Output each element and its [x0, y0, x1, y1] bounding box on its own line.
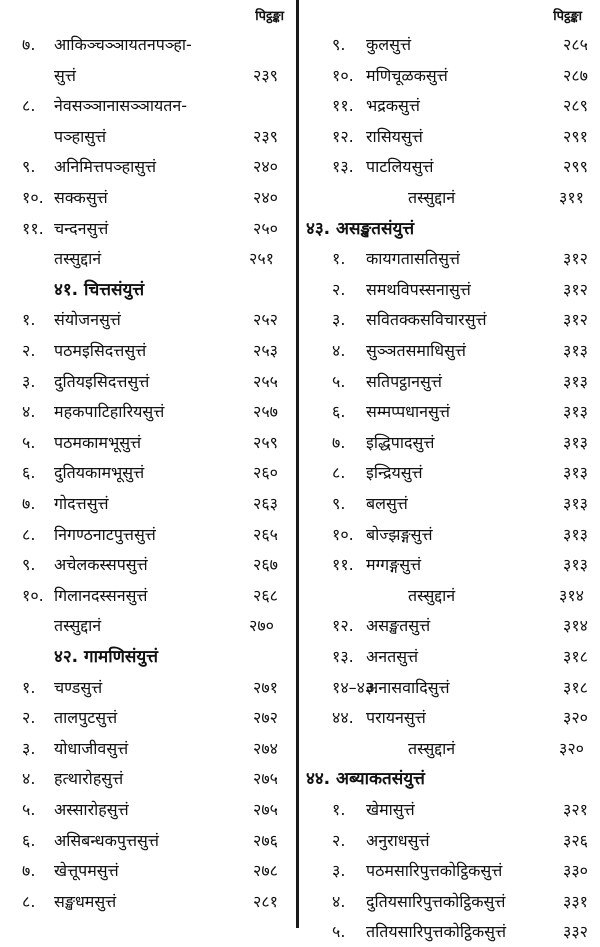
page-number: ३१३ [563, 463, 588, 483]
entry-title: संयोजनसुत्तं [54, 310, 121, 330]
toc-entry [0, 367, 278, 397]
toc-entry [300, 428, 588, 458]
entry-title: तालपुटसुत्तं [54, 708, 118, 728]
entry-title: पठमकामभूसुत्तं [54, 432, 142, 452]
entry-number: ५. [332, 371, 346, 391]
page-number: ३१८ [563, 647, 588, 666]
toc-entry [0, 152, 278, 182]
entry-title: अस्सारोहसुत्तं [54, 800, 129, 819]
toc-entry [0, 581, 278, 611]
entry-title: तस्सुद्दानं [54, 249, 102, 269]
page-number: ३१२ [563, 310, 588, 330]
page-number: ३२६ [563, 830, 588, 850]
toc-entry [0, 122, 278, 152]
entry-title: कुलसुत्तं [366, 35, 412, 54]
page-number: २५२ [253, 310, 278, 330]
entry-title: चण्डसुत्तं [54, 677, 103, 697]
toc-entry [0, 887, 278, 917]
entry-number: ८. [332, 463, 346, 483]
toc-entry [0, 428, 278, 458]
toc-entry [0, 550, 278, 580]
entry-number: ९. [22, 157, 36, 177]
page-number: ३११ [559, 188, 584, 207]
toc-entry [300, 703, 588, 733]
entry-title: गिलानदस्सनसुत्तं [54, 585, 148, 605]
toc-entry [0, 244, 278, 274]
entry-number: ६. [22, 463, 36, 483]
page-number: २८५ [563, 35, 588, 54]
entry-number: ८. [22, 524, 36, 544]
entry-title: सुत्तं [54, 65, 76, 85]
entry-title: सक्कसुत्तं [54, 188, 108, 207]
entry-number: २. [22, 341, 36, 360]
toc-entry [300, 550, 588, 580]
page-number: २४० [253, 157, 278, 177]
entry-number: ७. [332, 432, 346, 452]
entry-number: ४. [22, 402, 36, 422]
entry-title: मणिचूळकसुत्तं [366, 65, 448, 85]
toc-entry [300, 917, 588, 947]
page-number: २४० [253, 188, 278, 207]
entry-title: तस्सुद्दानं [408, 738, 456, 758]
entry-number: ९. [332, 35, 346, 54]
entry-number: २. [22, 708, 36, 728]
page-number: २७५ [253, 769, 278, 789]
entry-title: दुतियसारिपुत्तकोट्ठिकसुत्तं [366, 891, 506, 911]
toc-entry [300, 642, 588, 672]
entry-title: असिबन्धकपुत्तसुत्तं [54, 830, 159, 850]
entry-title: असङ्खतसुत्तं [366, 616, 431, 636]
entry-title: कायगतासतिसुत्तं [366, 249, 460, 269]
entry-number: ३. [22, 738, 36, 758]
page-number: ३३१ [563, 891, 588, 911]
page-number: २६० [253, 463, 278, 483]
entry-title: इन्द्रियसुत्तं [366, 463, 423, 483]
toc-entry [300, 367, 588, 397]
entry-number: ६. [332, 402, 346, 422]
entry-title: तस्सुद्दानं [408, 585, 456, 605]
right-column [300, 0, 600, 942]
toc-entry [0, 30, 278, 60]
entry-number: ४. [22, 769, 36, 789]
entry-number: १२. [332, 616, 354, 636]
entry-title: नेवसञ्ञानासञ्ञायतन- [54, 96, 188, 116]
toc-entry [0, 673, 278, 703]
entry-number: ११. [332, 555, 354, 575]
toc-entry [300, 795, 588, 825]
toc-entry [300, 520, 588, 550]
toc-entry [0, 764, 278, 794]
entry-title: मग्गङ्गसुत्तं [366, 555, 422, 575]
page-number: २७१ [253, 677, 278, 697]
entry-number: १२. [332, 126, 354, 146]
page-number: ३१२ [563, 249, 588, 269]
entry-title: दुतियइसिदत्तसुत्तं [54, 371, 150, 391]
entry-number: ९. [22, 555, 36, 575]
entry-title: पठमइसिदत्तसुत्तं [54, 341, 147, 360]
page-number: ३३२ [563, 922, 588, 942]
entry-number: ४. [332, 891, 346, 911]
toc-entry [300, 397, 588, 427]
page-number: २६७ [253, 555, 278, 575]
entry-title: समथविपस्सनासुत्तं [366, 279, 471, 299]
toc-entry [0, 183, 278, 213]
page-number: २३९ [253, 126, 278, 146]
entry-title: पञ्हासुत्तं [54, 126, 107, 146]
toc-entry [0, 795, 278, 825]
entry-number: ४. [332, 341, 346, 360]
page-number: २६५ [253, 524, 278, 544]
section-title: ४३. असङ्खतसंयुत्तं [306, 218, 415, 239]
page-number: २५३ [253, 341, 278, 360]
entry-title: पठमसारिपुत्तकोट्ठिकसुत्तं [366, 861, 503, 881]
toc-entry [300, 30, 588, 60]
entry-number: ८. [22, 96, 36, 116]
section-title: ४१. चित्तसंयुत्तं [54, 279, 145, 300]
entry-title: भद्रकसुत्तं [366, 96, 420, 116]
page-number: ३२० [563, 708, 588, 728]
entry-number: ७. [22, 494, 36, 513]
page-number: २६३ [253, 494, 278, 513]
entry-title: गोदत्तसुत्तं [54, 494, 109, 513]
page-number: ३१३ [563, 371, 588, 391]
entry-title: बोज्झङ्गसुत्तं [366, 524, 433, 544]
entry-title: तस्सुद्दानं [408, 188, 456, 207]
entry-number: ६. [22, 830, 36, 850]
entry-number: १०. [332, 524, 354, 544]
entry-title: सवितक्कसविचारसुत्तं [366, 310, 487, 330]
entry-title: तस्सुद्दानं [54, 616, 102, 636]
page-number: २८९ [563, 96, 588, 116]
section-heading [0, 275, 278, 305]
entry-number: १. [22, 310, 36, 330]
entry-title: महकपाटिहारियसुत्तं [54, 402, 165, 422]
entry-number: २. [332, 830, 346, 850]
page-number: २७५ [253, 800, 278, 819]
toc-entry [300, 458, 588, 488]
page-number: २७२ [253, 708, 278, 728]
entry-title: खेमासुत्तं [366, 800, 415, 819]
toc-entry [0, 856, 278, 886]
entry-title: आकिञ्चञ्ञायतनपञ्हा- [54, 35, 192, 54]
toc-entry [0, 61, 278, 91]
page-number: २३९ [253, 65, 278, 85]
page-number: २७८ [253, 861, 278, 881]
page-number: २५१ [249, 249, 274, 269]
toc-entry [300, 856, 588, 886]
toc-entry [0, 826, 278, 856]
section-heading [300, 764, 588, 794]
page-number: २५९ [253, 432, 278, 452]
page-number: ३१४ [563, 616, 588, 636]
page-number: ३१३ [563, 494, 588, 513]
section-title: ४४. अब्याकतसंयुत्तं [306, 769, 425, 790]
toc-entry [300, 305, 588, 335]
entry-number: १३. [332, 647, 354, 666]
entry-title: सतिपट्ठानसुत्तं [366, 371, 442, 391]
entry-number: ३. [332, 310, 346, 330]
page-number: २७० [249, 616, 274, 636]
entry-title: दुतियकामभूसुत्तं [54, 463, 145, 483]
entry-number: ५. [332, 922, 346, 942]
page-number: २५० [253, 218, 278, 238]
left-column [0, 0, 296, 928]
page-number: २७६ [253, 830, 278, 850]
page-number-header: पिट्ठङ्का [255, 9, 284, 24]
page-number: ३१३ [563, 524, 588, 544]
page-number: ३१३ [563, 555, 588, 575]
entry-title: खेत्तूपमसुत्तं [54, 861, 119, 881]
toc-entry [300, 611, 588, 641]
entry-number: ३. [22, 371, 36, 391]
toc-entry [300, 183, 588, 213]
entry-number: १३. [332, 157, 354, 177]
page-number: ३१४ [559, 585, 584, 605]
toc-entry [300, 152, 588, 182]
page-number: २५५ [253, 371, 278, 391]
entry-title: अनतसुत्तं [366, 647, 419, 666]
entry-title: निगण्ठनाटपुत्तसुत्तं [54, 524, 156, 544]
toc-entry [300, 122, 588, 152]
page-number: ३१३ [563, 341, 588, 360]
page-number: २९९ [563, 157, 588, 177]
entry-number: ७. [22, 35, 36, 54]
page-number: ३१३ [563, 402, 588, 422]
column-divider [296, 0, 299, 928]
section-heading [300, 214, 588, 244]
entry-number: २. [332, 279, 346, 299]
page-number: २६८ [253, 585, 278, 605]
entry-title: सङ्खधमसुत्तं [54, 891, 117, 911]
toc-entry [0, 734, 278, 764]
entry-title: इद्धिपादसुत्तं [366, 432, 435, 452]
entry-title: अनुराधसुत्तं [366, 830, 430, 850]
entry-title: चन्दनसुत्तं [54, 218, 109, 238]
entry-number: १०. [332, 65, 354, 85]
toc-entry [300, 244, 588, 274]
page-number: २७४ [253, 738, 278, 758]
toc-entry [0, 397, 278, 427]
entry-title: ततियसारिपुत्तकोट्ठिकसुत्तं [366, 922, 507, 942]
entry-number: ३. [332, 861, 346, 881]
entry-number: ५. [22, 800, 36, 819]
entry-title: परायनसुत्तं [366, 708, 426, 728]
entry-number: ११. [22, 218, 44, 238]
entry-title: सम्मप्पधानसुत्तं [366, 402, 450, 422]
section-heading [0, 642, 278, 672]
entry-title: अचेलकस्सपसुत्तं [54, 555, 148, 575]
page-number: २८१ [253, 891, 278, 911]
section-title: ४२. गामणिसंयुत्तं [54, 647, 158, 667]
toc-entry [300, 91, 588, 121]
toc-entry [0, 703, 278, 733]
toc-entry [0, 305, 278, 335]
entry-title: अनिमित्तपञ्हासुत्तं [54, 157, 157, 177]
entry-title: सुञ्ञतसमाधिसुत्तं [366, 341, 466, 360]
page-number: २९१ [563, 126, 588, 146]
page-number: ३१२ [563, 279, 588, 299]
page-number: ३२० [559, 738, 584, 758]
entry-number: ५. [22, 432, 36, 452]
entry-number: ४४. [332, 708, 354, 728]
toc-entry [300, 734, 588, 764]
entry-number: ११. [332, 96, 354, 116]
entry-number: ८. [22, 891, 36, 911]
page-number: ३१८ [563, 677, 588, 697]
entry-number: १०. [22, 188, 44, 207]
page-number: २५७ [253, 402, 278, 422]
entry-title: हत्थारोहसुत्तं [54, 769, 124, 789]
entry-number: १४–४३. [332, 677, 379, 697]
toc-entry [300, 887, 588, 917]
page-number: २८७ [563, 65, 588, 85]
toc-entry [300, 336, 588, 366]
page-number: ३१३ [563, 432, 588, 452]
entry-number: १. [332, 249, 346, 269]
page-number: ३३० [563, 861, 588, 881]
entry-number: ७. [22, 861, 36, 881]
toc-entry [0, 489, 278, 519]
toc-entry [300, 826, 588, 856]
entry-number: ९. [332, 494, 346, 513]
entry-number: १. [22, 677, 36, 697]
page-number-header: पिट्ठङ्का [553, 9, 582, 24]
toc-entry [300, 581, 588, 611]
toc-entry [0, 214, 278, 244]
toc-entry [0, 91, 278, 121]
toc-entry [300, 673, 588, 703]
entry-title: अनासवादिसुत्तं [366, 677, 450, 697]
entry-title: बलसुत्तं [366, 494, 408, 513]
toc-entry [300, 61, 588, 91]
entry-number: १०. [22, 585, 44, 605]
toc-entry [300, 489, 588, 519]
toc-entry [0, 336, 278, 366]
toc-entry [0, 458, 278, 488]
entry-title: पाटलियसुत्तं [366, 157, 434, 177]
toc-entry [0, 520, 278, 550]
entry-title: रासियसुत्तं [366, 126, 423, 146]
toc-entry [0, 611, 278, 641]
page-number: ३२१ [563, 800, 588, 819]
entry-number: १. [332, 800, 346, 819]
entry-title: योधाजीवसुत्तं [54, 738, 129, 758]
toc-entry [300, 275, 588, 305]
